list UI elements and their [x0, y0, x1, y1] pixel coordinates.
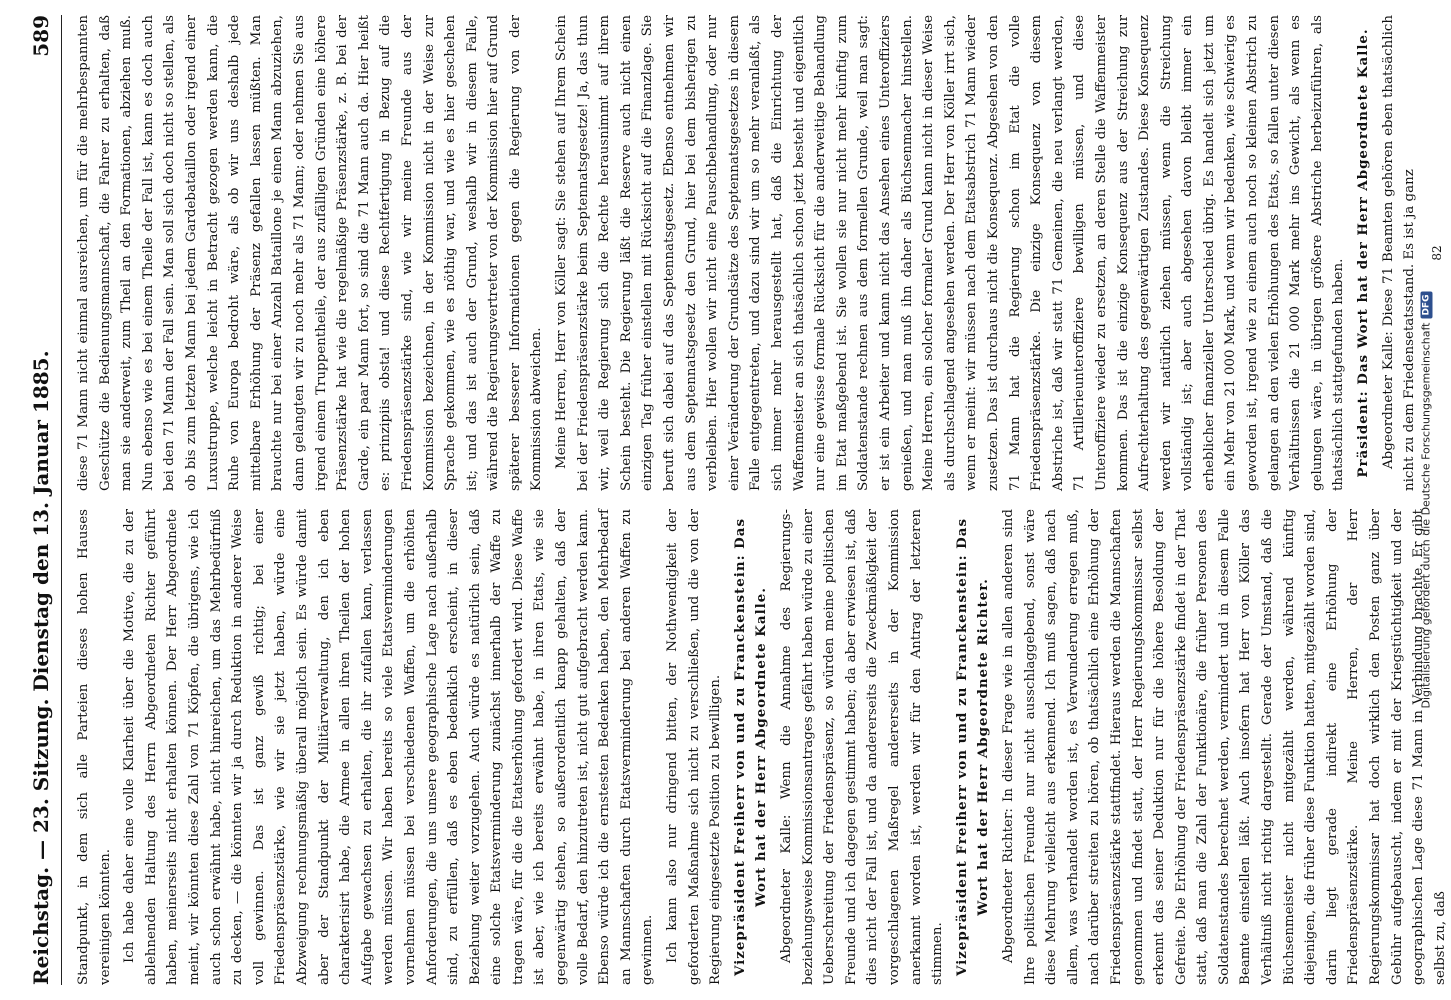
speech-richter: Abgeordneter Richter: In dieser Frage wie in allen anderen sind Ihre politischen Freunde nur nicht ausschlaggebend, sonst wäre diese Mehrung vielleicht aus erkennend. Ich muß sagen, daß nach allem, was verhandelt worden ist, es Verwunderung erregen muß, nach darüber streiten zu hören, ob thatsächlich eine Erhöhung der Friedenspräsenzstärke stattfindet. Hieraus werden die Mannschaften genommen und findet statt, der Herr Regierungskommissar selbst erkennt das seiner Deduktion nur für die höhere Besoldung der Gefreite. Die Erhöhung der Friedenspräsenzstärke findet in der That statt, daß man die Zahl der Funktionäre, die früher Personen des Soldatenstandes berechnet werden, vermindert und in diesem Falle Beamte einstellen läßt. Auch insofern hat Herr von Köller das Verhältniß nicht richtig dargestellt. Gerade der Umstand, daß die Büchsenmeister nicht mitgezählt werden, während künftig diejenigen, die früher diese Funktion hatten, mitgezählt worden sind, darin liegt gerade indirekt eine Erhöhung der Friedenspräsenzstärke. Meine Herren, der Herr Regierungskommissar hat doch wirklich den Posten ganz über Gebühr aufgebauscht, indem er mit der Kriegstüchtigkeit und der geographischen Lage diese 71 Mann in Verbindung brachte. Er gibt selbst zu, daß [1000, 509, 1448, 985]
signature-mark: 82 [1429, 245, 1444, 261]
president-announcement: Präsident: Das Wort hat der Herr Abgeordnete Kalle. [1355, 28, 1372, 478]
speech-kalle: Abgeordneter Kalle: Wenn die Annahme des Regierungs- beziehungsweise Kommissionsantrages gefährt haben würde zu einer Ueberschreitung der Friedenspräsenz, so würden meine politischen Freunde und ich dagegen gestimmt haben; da aber erwiesen ist, daß dies nicht der Fall ist, und da andererseits die Zweckmäßigkeit der vorgeschlagenen Maßregel andererseits in der Kommission anerkannt worden ist, werden wir für den Antrag der letzteren stimmen. [779, 509, 946, 985]
paragraph: diese 71 Mann nicht einmal ausreichen, um für die mehrbespannten Geschütze die Bedienungsmannschaft, die Fahrer zu erhalten, daß man sie anderweit, zum Theil an den Formationen, abziehen muß. Nun ebenso wie es bei einem Theile der Fall ist, kann es doch auch bei den 71 Mann der Fall sein. Man soll sich doch nicht so stellen, als ob bis zum letzten Mann bei jedem Gardebataillon oder irgend einer Luxustruppe, welche leicht in Betracht gezogen werden kann, die Ruhe von Europa bedroht wäre, als ob wir uns deshalb jede mittelbare Erhöhung der Präsenz gefallen lassen müßten. Man brauchte nur bei einer Anzahl Bataillone je einen Mann abzuziehen, dann gelangten wir zu noch mehr als 71 Mann; oder nehmen Sie aus irgend einem Truppentheile, der aus zufälligen Gründen eine höhere Präsenzstärke hat wie die regelmäßige Präsenzstärke, z. B. bei der Garde, ein paar Mann fort, so sind die 71 Mann auch da. Hier heißt es: prinzipiis obsta! und diese Rechtfertigung in Bezug auf die Friedenspräsenzstärke sind, wie wir meine Freunde aus der Kommission bezeichnen, in der Kommission nicht in der Weise zur Sprache gekommen, wie es nöthig war, und wie es hier geschehen ist; und das ist auch der Grund, weshalb wir in diesem Falle, während die Regierungsvertreter von der Kommission hier auf Grund späterer besserer Informationen gegen die Regierung von der Kommission abweichen. [76, 15, 545, 491]
dfg-logo: DFG [1420, 292, 1432, 319]
speaker-announcement: Vizepräsident Freiherr von und zu Franckenstein: Das Wort hat der Herr Abgeordnete Richter. [953, 517, 992, 977]
speaker-announcement: Vizepräsident Freiherr von und zu Franckenstein: Das Wort hat der Herr Abgeordnete Kalle. [731, 517, 770, 977]
paragraph: Ich kann also nur dringend bitten, der Nothwendigkeit der geforderten Maßnahme sich nicht zu verschließen, und die von der Regierung eingesetzte Position zu bewilligen. [665, 509, 724, 985]
paragraph: Ich habe daher eine volle Klarheit über die Motive, die zu der ablehnenden Haltung des Herrn Abgeordneten Richter geführt haben, meinerseits nicht erhalten können. Der Herr Abgeordnete meint, wir könnten diese Zahl von 71 Köpfen, die übrigens, wie ich auch schon erwähnt habe, nicht hinreichen, um das Mehrbedürfniß zu decken, — die könnten wir ja durch Reduktion in anderer Weise voll gewinnen. Das ist ganz gewiß richtig; bei einer Friedenspräsenzstärke, wie wir sie jetzt haben, würde eine Abzweigung rechnungsmäßig überall möglich sein. Es würde damit aber der Standpunkt der Militärverwaltung, den ich eben charakterisirt habe, die Armee in allen ihren Theilen der hohen Aufgabe gewachsen zu erhalten, die ihr zufallen kann, verlassen werden müssen. Wir haben bereits so viele Etatsverminderungen vornehmen müssen bei verschiedenen Waffen, um die erhöhten Anforderungen, die uns unsere geographische Lage nach außerhalb sind, zu erfüllen, daß es eben bedenklich erscheint, in dieser Beziehung weiter vorzugehen. Auch würde es natürlich sein, daß eine solche Etatsverminderung zunächst innerhalb der Waffe zu tragen wäre, für die die Etatserhöhung gefordert wird. Diese Waffe ist aber, wie ich bereits erwähnt habe, in ihren Etats, wie sie gegenwärtig stehen, so außerordentlich knapp gehalten, daß der volle Bedarf, den hinzutreten ist, nicht gut aufgebracht werden kann. Ebenso würde ich die ernstesten Bedenken haben, den Mehrbedarf an Mannschaften durch Etatsverminderung bei anderen Waffen zu gewinnen. [122, 509, 656, 985]
paragraph: Meine Herren, Herr von Köller sagt: Sie stehen auf Ihrem Schein bei der Friedenspräsenzstärke beim Septennatsgesetze! Ja, das thun wir, weil die Regierung sich die Rechte herausnimmt auf ihrem Schein besteht. Die Regierung läßt die Reserve auch nicht einen einzigen Tag früher einstellen mit Rücksicht auf die Finanzlage. Sie beruft sich dabei auf das Septennatsgesetz. Ebenso entnehmen wir aus dem Septennatsgesetz den Grund, hier bei dem bisherigen zu verbleiben. Hier wollen wir nicht eine Pauschbehandlung, oder nur einer Veränderung der Grundsätze des Septennatsgesetzes in diesem Falle entgegentreten, und dazu sind wir um so mehr veranlaßt, als sich immer mehr herausgestellt hat, daß die Einrichtung der Waffenmeister an sich thatsächlich schon jetzt besteht und eigentlich nur eine gewisse formale Rücksicht für die anderweitige Behandlung im Etat maßgebend ist. Sie wollen sie nur nicht mehr künftig zum Soldatenstande rechnen aus dem formellen Grunde, weil man sagt: er ist ein Arbeiter und kann nicht das Ansehen eines Unteroffiziers genießen, und man muß ihn daher als Büchsenmacher hinstellen. Meine Herren, ein solcher formaler Grund kann nicht in dieser Weise als durchschlagend angesehen werden. Der Herr von Köller irrt sich, wenn er meint: wir müssen nach dem Etatsabstrich 71 Mann wieder zusetzen. Das ist durchaus nicht die Konsequenz. Abgesehen von den 71 Mann hat die Regierung schon im Etat die volle Friedenspräsenzstärke. Die einzige Konsequenz von diesem Abstriche ist, daß wir statt 71 Gemeinen, die neu verlangt werden, 71 Artillerieunteroffiziere bewilligen müssen, und diese Unteroffiziere wieder zu ersetzen, an deren Stelle die Waffenmeister kommen. Das ist die einzige Konsequenz aus der Streichung zur Aufrechterhaltung des gegenwärtigen Zustandes. Diese Konsequenz werden wir natürlich ziehen müssen, wenn die Streichung vollständig ist; aber auch abgesehen davon bleibt immer ein erheblicher finanzieller Unterschied übrig. Es handelt sich jetzt um ein Mehr von 21 000 Mark, und wenn wir bedenken, wie schwierig es geworden ist, irgend wie zu einem auch noch so kleinen Abstrich zu gelangen an den vielen Erhöhungen des Etats, so fallen unter diesen Verhältnissen die 21 000 Mark mehr ins Gewicht, als wenn es gelungen wäre, in übrigen größere Abstriche herbeizuführen, als thatsächlich stattgefunden haben. [554, 15, 1347, 491]
paragraph: Standpunkt, in dem sich alle Parteien dieses hohen Hauses vereinigen könnten. [76, 509, 113, 985]
credit-text: Digitalisierung gefördert durch die Deutsche Forschungsgemeinschaft [1419, 322, 1433, 709]
speech-kalle: Abgeordneter Kalle: Diese 71 Beamten gehören eben thatsächlich nicht zu dem Friedensetatsstand. Es ist ja ganz [1380, 15, 1418, 491]
header-title: Reichstag. — 23. Sitzung. Dienstag den 13. Januar 1885. [29, 350, 53, 985]
page-number: 589 [29, 15, 53, 57]
page-header [21, 15, 62, 985]
